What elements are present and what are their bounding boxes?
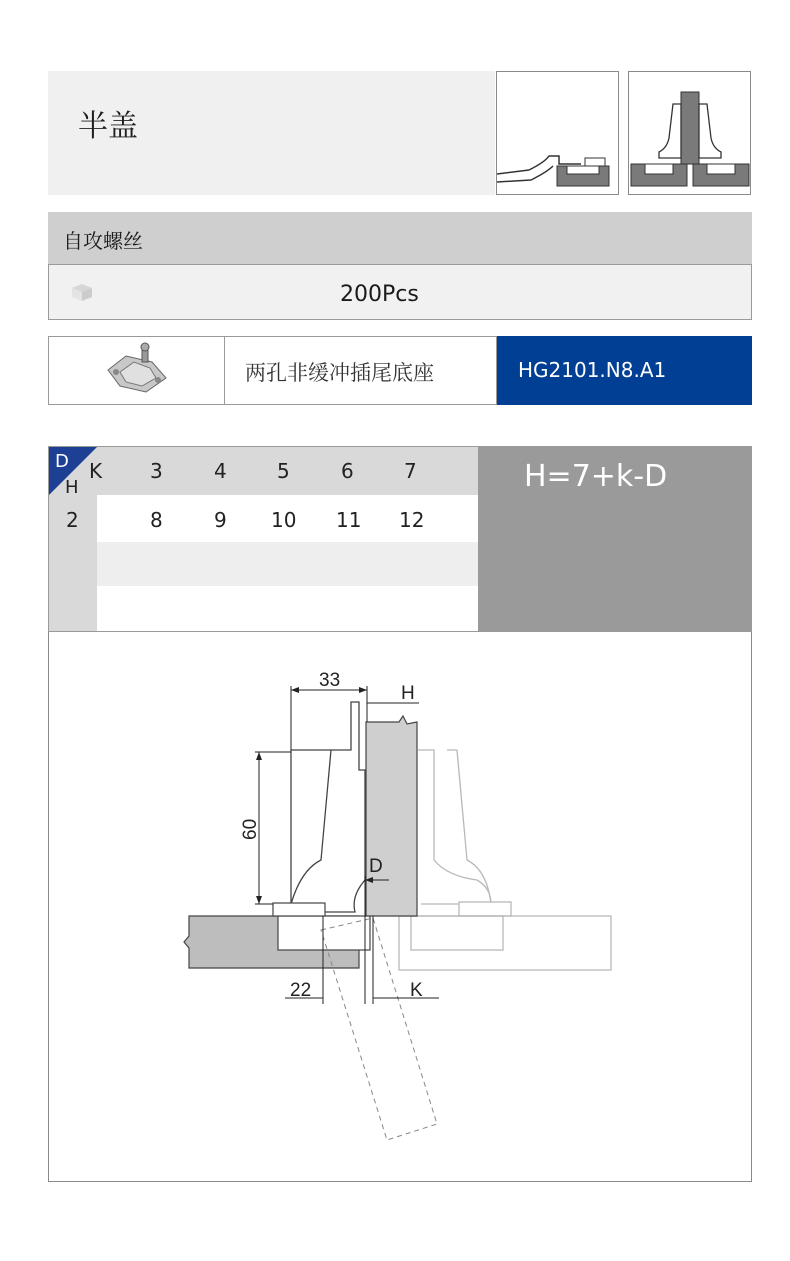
door	[366, 716, 417, 916]
dim-22-label: 22	[290, 980, 312, 1001]
k-value: 6	[341, 459, 354, 483]
hinge-front-view-icon	[629, 72, 752, 196]
d-value: 2	[66, 508, 79, 532]
plate-code: HG2101.N8.A1	[518, 358, 667, 382]
hinge-drawing	[49, 632, 753, 1182]
screws-heading-bar	[48, 212, 752, 264]
dimension-table	[48, 446, 479, 632]
overlay-side-thumbnail	[496, 71, 619, 195]
corner-h-label: H	[65, 477, 79, 498]
h-value: 10	[271, 508, 297, 532]
h-value: 11	[336, 508, 362, 532]
plate-pocket	[278, 916, 370, 950]
k-value: 5	[277, 459, 290, 483]
k-value: 4	[214, 459, 227, 483]
dim-k-label: K	[410, 980, 423, 1001]
h-value: 8	[150, 508, 163, 532]
plate-name: 两孔非缓冲插尾底座	[245, 361, 434, 385]
page-title: 半盖	[78, 109, 138, 144]
hinge-cup-outline	[291, 750, 331, 904]
h-value: 9	[214, 508, 227, 532]
screws-label: 自攻螺丝	[63, 229, 143, 253]
k-value: 3	[150, 459, 163, 483]
technical-drawing-panel	[48, 632, 752, 1182]
quantity-value: 200Pcs	[340, 282, 419, 307]
formula-text: H=7+k-D	[524, 459, 668, 494]
dim-d-label: D	[369, 856, 383, 877]
overlay-front-thumbnail	[628, 71, 751, 195]
k-value: 7	[404, 459, 417, 483]
hinge-base	[273, 903, 325, 916]
box-icon	[68, 281, 96, 307]
corner-d-label: D	[55, 451, 69, 472]
dim-33-label: 33	[319, 670, 341, 691]
ghost-hinge	[399, 750, 611, 970]
h-value: 12	[399, 508, 425, 532]
mounting-plate-icon	[100, 342, 172, 402]
dim-60-label: 60	[240, 818, 261, 840]
hinge-side-view-icon	[497, 72, 620, 196]
dim-h-label: H	[401, 683, 415, 704]
corner-k-label: K	[89, 459, 103, 483]
table-stripe-row	[97, 542, 478, 586]
